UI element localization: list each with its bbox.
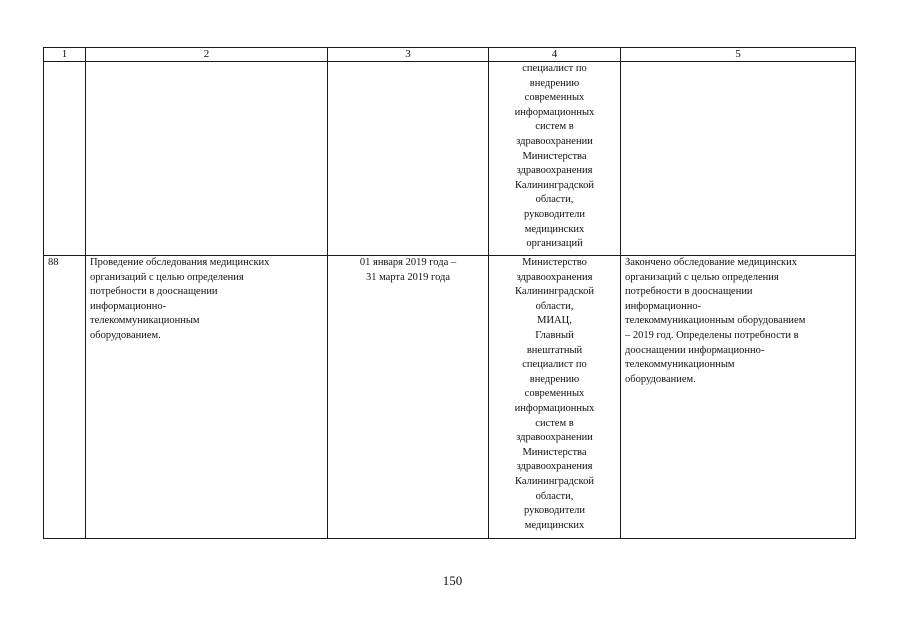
text-line: руководители bbox=[523, 208, 586, 220]
text-line: оборудованием. bbox=[90, 329, 161, 341]
text-line: телекоммуникационным оборудованием bbox=[625, 315, 806, 327]
text-line: Министерства bbox=[522, 446, 587, 458]
text-line: здравоохранении bbox=[516, 432, 593, 444]
continuation-event-cell bbox=[86, 62, 328, 256]
responsible-cell bbox=[489, 256, 621, 539]
text-line: 01 января 2019 года – bbox=[359, 257, 457, 268]
text-line: Калининградской bbox=[515, 179, 594, 191]
text-line: современных bbox=[524, 388, 585, 400]
row-number-cell: 88 bbox=[44, 256, 86, 539]
text-line: медицинских bbox=[524, 223, 585, 235]
text-line: систем в bbox=[535, 417, 574, 429]
text-line: внедрению bbox=[529, 77, 580, 89]
text-line: здравоохранения bbox=[516, 165, 593, 177]
text-line: организаций bbox=[526, 238, 583, 250]
text-line: современных bbox=[524, 92, 585, 104]
text-line: Министерства bbox=[522, 150, 587, 162]
text-line: области, bbox=[535, 194, 574, 206]
text-line: информационно- bbox=[90, 300, 167, 312]
continuation-date-cell bbox=[328, 62, 489, 256]
text-line: организаций с целью определения bbox=[90, 271, 244, 283]
text-line: дооснащении информационно- bbox=[625, 344, 765, 356]
document-table bbox=[43, 47, 856, 539]
header-cell-2: 2 bbox=[86, 48, 328, 62]
continuation-number-cell bbox=[44, 62, 86, 256]
continuation-result-cell bbox=[621, 62, 856, 256]
text-line: здравоохранения bbox=[516, 271, 593, 283]
text-line: Закончено обследование медицинских bbox=[625, 257, 798, 268]
text-line: МИАЦ, bbox=[537, 315, 572, 327]
text-line: потребности в дооснащении bbox=[625, 286, 753, 298]
text-line: потребности в дооснащении bbox=[90, 286, 218, 298]
header-cell-4: 4 bbox=[489, 48, 621, 62]
text-line: специалист по bbox=[522, 63, 587, 74]
table-row-88 bbox=[44, 256, 856, 539]
text-line: телекоммуникационным bbox=[90, 315, 200, 327]
text-line: медицинских bbox=[524, 519, 585, 531]
result-cell bbox=[621, 256, 856, 539]
text-line: внештатный bbox=[526, 344, 583, 356]
text-line: Главный bbox=[535, 329, 574, 341]
event-description-lines bbox=[90, 256, 323, 344]
text-line: специалист по bbox=[522, 359, 587, 371]
header-cell-3: 3 bbox=[328, 48, 489, 62]
responsible-lines bbox=[493, 256, 616, 533]
header-cell-1: 1 bbox=[44, 48, 86, 62]
page-number: 150 bbox=[442, 573, 463, 588]
text-line: Калининградской bbox=[515, 475, 594, 487]
text-line: здравоохранении bbox=[516, 135, 593, 147]
text-line: Калининградской bbox=[515, 286, 594, 298]
event-description-cell bbox=[86, 256, 328, 539]
text-line: информационных bbox=[514, 106, 595, 118]
table-row-continuation bbox=[44, 62, 856, 256]
text-line: области, bbox=[535, 490, 574, 502]
text-line: оборудованием. bbox=[625, 373, 696, 385]
text-line: информационных bbox=[514, 402, 595, 414]
text-line: Министерство bbox=[522, 257, 587, 268]
text-line: систем в bbox=[535, 121, 574, 133]
continuation-responsible-lines bbox=[493, 62, 616, 252]
text-line: – 2019 год. Определены потребности в bbox=[625, 329, 799, 341]
text-line: организаций с целью определения bbox=[625, 271, 779, 283]
text-line: здравоохранения bbox=[516, 461, 593, 473]
date-range-cell bbox=[328, 256, 489, 539]
result-lines bbox=[625, 256, 851, 387]
text-line: руководители bbox=[523, 505, 586, 517]
continuation-responsible-cell bbox=[489, 62, 621, 256]
text-line: телекоммуникационным bbox=[625, 359, 735, 371]
date-range-lines bbox=[332, 256, 484, 285]
text-line: внедрению bbox=[529, 373, 580, 385]
table-header-row bbox=[44, 48, 856, 62]
text-line: информационно- bbox=[625, 300, 702, 312]
text-line: области, bbox=[535, 300, 574, 312]
text-line: Проведение обследования медицинских bbox=[90, 257, 270, 268]
header-cell-5: 5 bbox=[621, 48, 856, 62]
text-line: 31 марта 2019 года bbox=[365, 271, 451, 283]
